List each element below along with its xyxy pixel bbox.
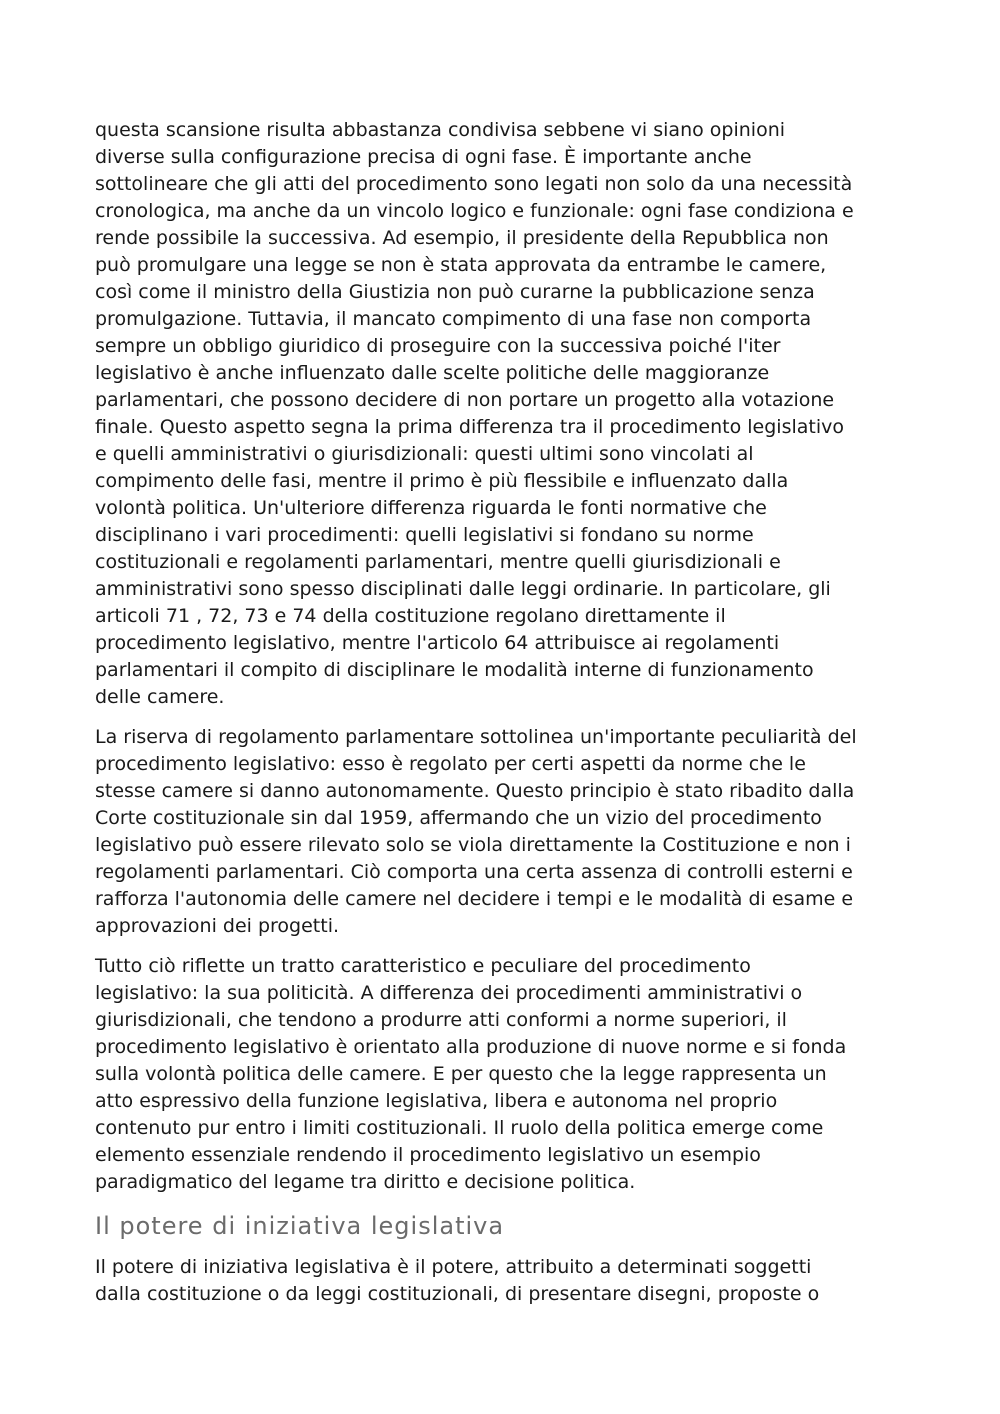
text-line: procedimento legislativo: esso è regolato per certi aspetti da norme che le	[95, 753, 806, 775]
paragraph-iniziativa	[95, 1254, 907, 1308]
text-line: procedimento legislativo è orientato alla produzione di nuove norme e si fonda	[95, 1036, 847, 1058]
text-line: può promulgare una legge se non è stata approvata da entrambe le camere,	[95, 254, 827, 276]
text-line: promulgazione. Tuttavia, il mancato compimento di una fase non comporta	[95, 308, 812, 330]
paragraph-riserva-regolamento	[95, 724, 907, 940]
text-line: legislativo può essere rilevato solo se viola direttamente la Costituzione e non i	[95, 834, 851, 856]
section-heading: Il potere di iniziativa legislativa	[95, 1212, 505, 1240]
text-line: e quelli amministrativi o giurisdizionali: questi ultimi sono vincolati al	[95, 443, 754, 465]
text-line: delle camere.	[95, 686, 225, 708]
text-line: disciplinano i vari procedimenti: quelli legislativi si fondano su norme	[95, 524, 754, 546]
text-line: stesse camere si danno autonomamente. Questo principio è stato ribadito dalla	[95, 780, 855, 802]
text-line: rende possibile la successiva. Ad esempio, il presidente della Repubblica non	[95, 227, 829, 249]
paragraph-politicita	[95, 953, 907, 1196]
text-line: dalla costituzione o da leggi costituzionali, di presentare disegni, proposte o	[95, 1283, 820, 1305]
text-line: costituzionali e regolamenti parlamentari, mentre quelli giurisdizionali e	[95, 551, 781, 573]
text-line: Il potere di iniziativa legislativa è il potere, attribuito a determinati soggetti	[95, 1256, 812, 1278]
text-line: contenuto pur entro i limiti costituzionali. Il ruolo della politica emerge come	[95, 1117, 824, 1139]
text-line: legislativo: la sua politicità. A differenza dei procedimenti amministrativi o	[95, 982, 803, 1004]
text-line: giurisdizionali, che tendono a produrre atti conformi a norme superiori, il	[95, 1009, 787, 1031]
text-line: questa scansione risulta abbastanza condivisa sebbene vi siano opinioni	[95, 119, 786, 141]
text-line: volontà politica. Un'ulteriore differenza riguarda le fonti normative che	[95, 497, 767, 519]
text-line: sottolineare che gli atti del procedimento sono legati non solo da una necessità	[95, 173, 853, 195]
text-line: rafforza l'autonomia delle camere nel decidere i tempi e le modalità di esame e	[95, 888, 854, 910]
text-line: La riserva di regolamento parlamentare sottolinea un'importante peculiarità del	[95, 726, 857, 748]
text-line: compimento delle fasi, mentre il primo è più flessibile e influenzato dalla	[95, 470, 789, 492]
text-line: articoli 71 , 72, 73 e 74 della costituzione regolano direttamente il	[95, 605, 726, 627]
text-line: cronologica, ma anche da un vincolo logico e funzionale: ogni fase condiziona e	[95, 200, 854, 222]
text-line: parlamentari, che possono decidere di non portare un progetto alla votazione	[95, 389, 835, 411]
text-line: approvazioni dei progetti.	[95, 915, 340, 937]
text-line: paradigmatico del legame tra diritto e decisione politica.	[95, 1171, 636, 1193]
text-line: elemento essenziale rendendo il procedimento legislativo un esempio	[95, 1144, 761, 1166]
text-line: procedimento legislativo, mentre l'articolo 64 attribuisce ai regolamenti	[95, 632, 780, 654]
text-line: diverse sulla configurazione precisa di ogni fase. È importante anche	[95, 146, 752, 168]
text-line: Tutto ciò riflette un tratto caratteristico e peculiare del procedimento	[95, 955, 751, 977]
text-line: amministrativi sono spesso disciplinati dalle leggi ordinarie. In particolare, gli	[95, 578, 831, 600]
text-line: finale. Questo aspetto segna la prima differenza tra il procedimento legislativo	[95, 416, 845, 438]
text-line: parlamentari il compito di disciplinare le modalità interne di funzionamento	[95, 659, 814, 681]
text-line: sulla volontà politica delle camere. E per questo che la legge rappresenta un	[95, 1063, 827, 1085]
text-line: regolamenti parlamentari. Ciò comporta una certa assenza di controlli esterni e	[95, 861, 853, 883]
document-body	[95, 117, 907, 1308]
text-line: sempre un obbligo giuridico di proseguire con la successiva poiché l'iter	[95, 335, 781, 357]
text-line: legislativo è anche influenzato dalle scelte politiche delle maggioranze	[95, 362, 770, 384]
text-line: così come il ministro della Giustizia non può curarne la pubblicazione senza	[95, 281, 815, 303]
text-line: atto espressivo della funzione legislativa, libera e autonoma nel proprio	[95, 1090, 778, 1112]
text-line: Corte costituzionale sin dal 1959, affermando che un vizio del procedimento	[95, 807, 822, 829]
paragraph-procedimento-fasi	[95, 117, 907, 711]
